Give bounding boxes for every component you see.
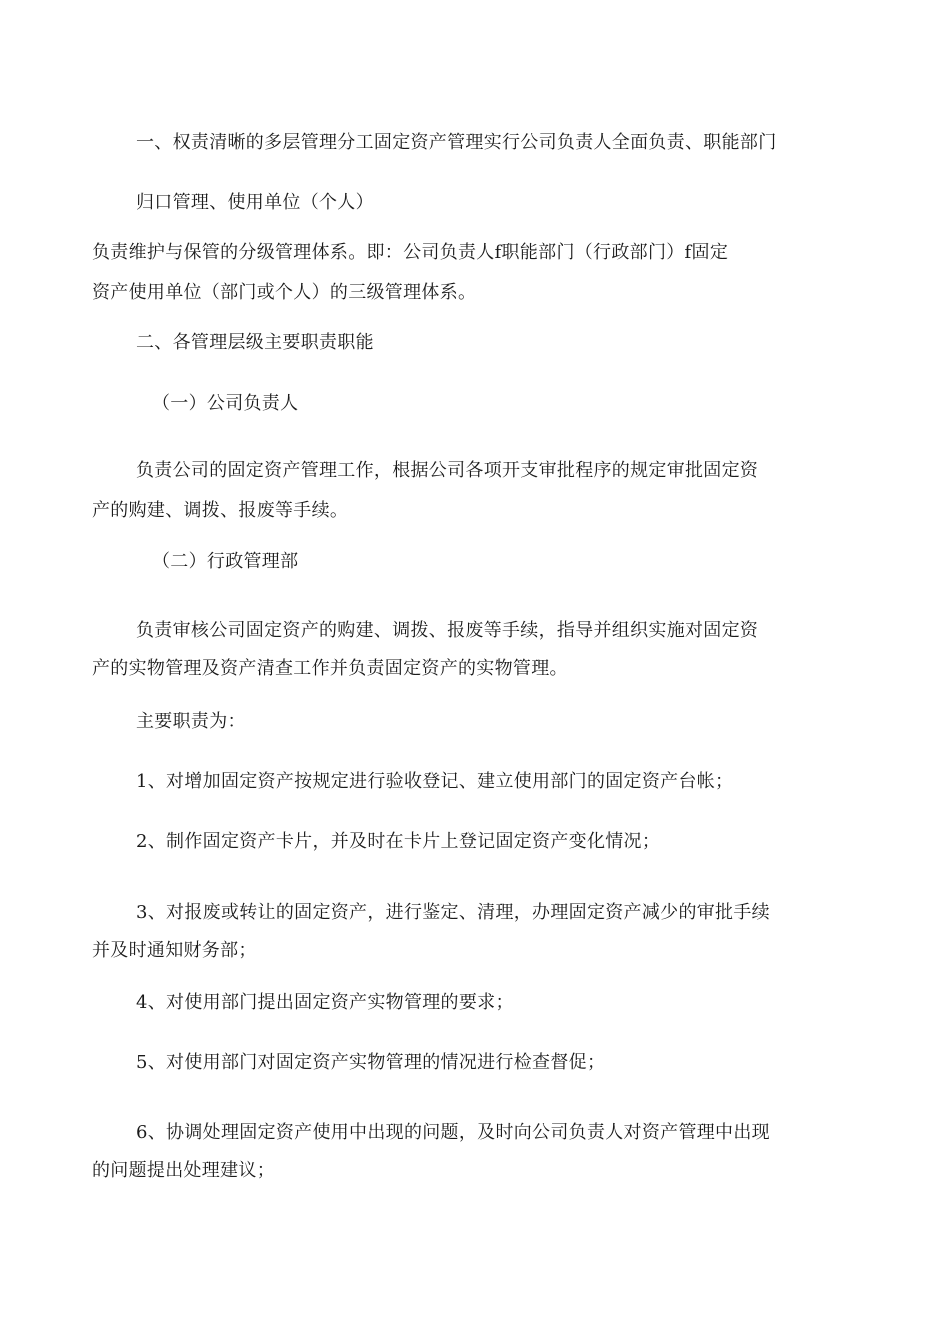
list-item: 1、对增加固定资产按规定进行验收登记、建立使用部门的固定资产台帐； — [136, 771, 734, 792]
list-item: 6、协调处理固定资产使用中出现的问题，及时向公司负责人对资产管理中出现 — [136, 1122, 770, 1143]
list-item-continuation: 并及时通知财务部； — [92, 940, 257, 961]
section-heading-1: 一、权责清晰的多层管理分工固定资产管理实行公司负责人全面负责、职能部门 — [136, 132, 777, 153]
paragraph-line: 主要职责为： — [136, 711, 246, 732]
section-heading-2: 二、各管理层级主要职责职能 — [136, 332, 374, 353]
list-item: 4、对使用部门提出固定资产实物管理的要求； — [136, 992, 514, 1013]
subsection-heading-2: （二）行政管理部 — [152, 551, 299, 572]
paragraph-line: 产的实物管理及资产清查工作并负责固定资产的实物管理。 — [92, 658, 568, 679]
paragraph-line: 归口管理、使用单位（个人） — [136, 192, 374, 213]
paragraph-line: 产的购建、调拨、报废等手续。 — [92, 500, 349, 521]
paragraph-line: 资产使用单位（部门或个人）的三级管理体系。 — [92, 282, 477, 303]
list-item: 5、对使用部门对固定资产实物管理的情况进行检查督促； — [136, 1052, 606, 1073]
list-item: 2、制作固定资产卡片，并及时在卡片上登记固定资产变化情况； — [136, 831, 661, 852]
list-item-continuation: 的问题提出处理建议； — [92, 1160, 275, 1181]
list-item: 3、对报废或转让的固定资产，进行鉴定、清理，办理固定资产减少的审批手续 — [136, 902, 770, 923]
subsection-heading-1: （一）公司负责人 — [152, 393, 299, 414]
paragraph-line: 负责公司的固定资产管理工作，根据公司各项开支审批程序的规定审批固定资 — [136, 460, 759, 481]
paragraph-line: 负责审核公司固定资产的购建、调拨、报废等手续，指导并组织实施对固定资 — [136, 620, 759, 641]
paragraph-line: 负责维护与保管的分级管理体系。即：公司负责人f职能部门（行政部门）f固定 — [92, 242, 729, 263]
